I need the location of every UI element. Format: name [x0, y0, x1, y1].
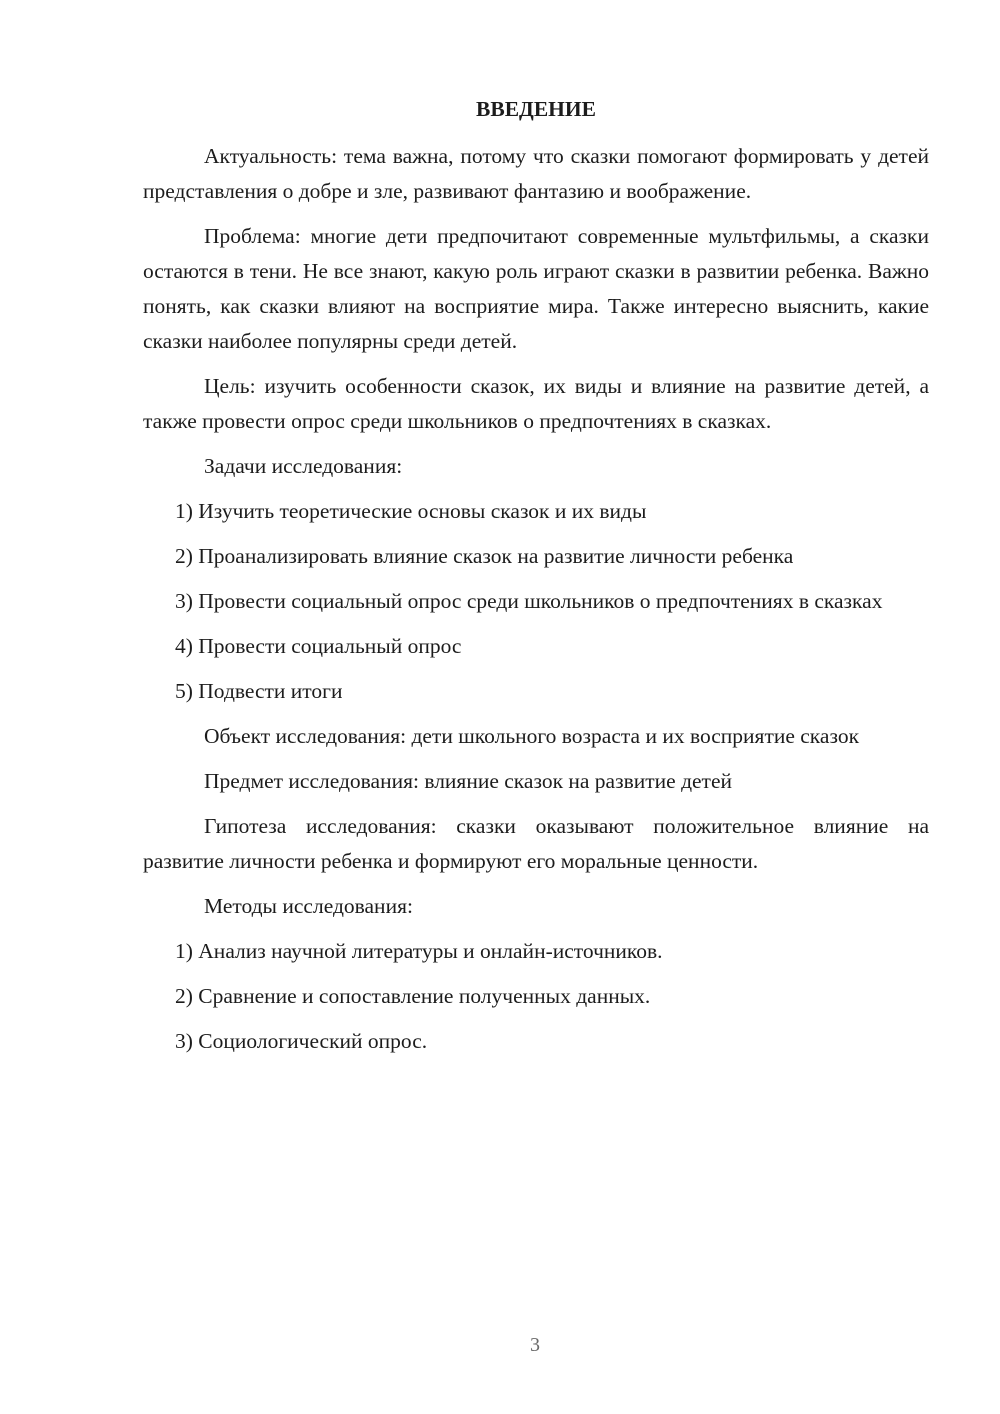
methods-heading: Методы исследования:: [204, 894, 413, 918]
paragraph-hypothesis: Гипотеза исследования: сказки оказывают положительное влияние на развитие личности ребенка и формируют его моральные ценности.: [143, 814, 929, 873]
task-item-5: 5) Подвести итоги: [175, 679, 343, 703]
tasks-heading: Задачи исследования:: [204, 454, 403, 478]
paragraph-subject: Предмет исследования: влияние сказок на развитие детей: [204, 769, 732, 793]
task-item-4: 4) Провести социальный опрос: [175, 634, 462, 658]
page-title: ВВЕДЕНИЕ: [476, 97, 596, 121]
page-number: 3: [530, 1334, 540, 1356]
task-item-3: 3) Провести социальный опрос среди школьников о предпочтениях в сказках: [175, 589, 883, 613]
paragraph-object: Объект исследования: дети школьного возраста и их восприятие сказок: [204, 724, 860, 748]
page-content: [143, 94, 929, 1069]
method-item-2: 2) Сравнение и сопоставление полученных данных.: [175, 984, 651, 1008]
paragraph-goal: Цель: изучить особенности сказок, их виды и влияние на развитие детей, а также провести опрос среди школьников о предпочтениях в сказках.: [143, 374, 929, 433]
method-item-3: 3) Социологический опрос.: [175, 1029, 428, 1053]
method-item-1: 1) Анализ научной литературы и онлайн-источников.: [175, 939, 663, 963]
paragraph-problem: Проблема: многие дети предпочитают современные мультфильмы, а сказки остаются в тени. Не все знают, какую роль играют сказки в развитии ребенка. Важно понять, как сказки влияют на восприятие мира. Также интересно выяснить, какие сказки наиболее популярны среди детей.: [143, 224, 929, 353]
task-item-1: 1) Изучить теоретические основы сказок и их виды: [175, 499, 647, 523]
paragraph-relevance: Актуальность: тема важна, потому что сказки помогают формировать у детей представления о добре и зле, развивают фантазию и воображение.: [143, 144, 929, 203]
task-item-2: 2) Проанализировать влияние сказок на развитие личности ребенка: [175, 544, 794, 568]
